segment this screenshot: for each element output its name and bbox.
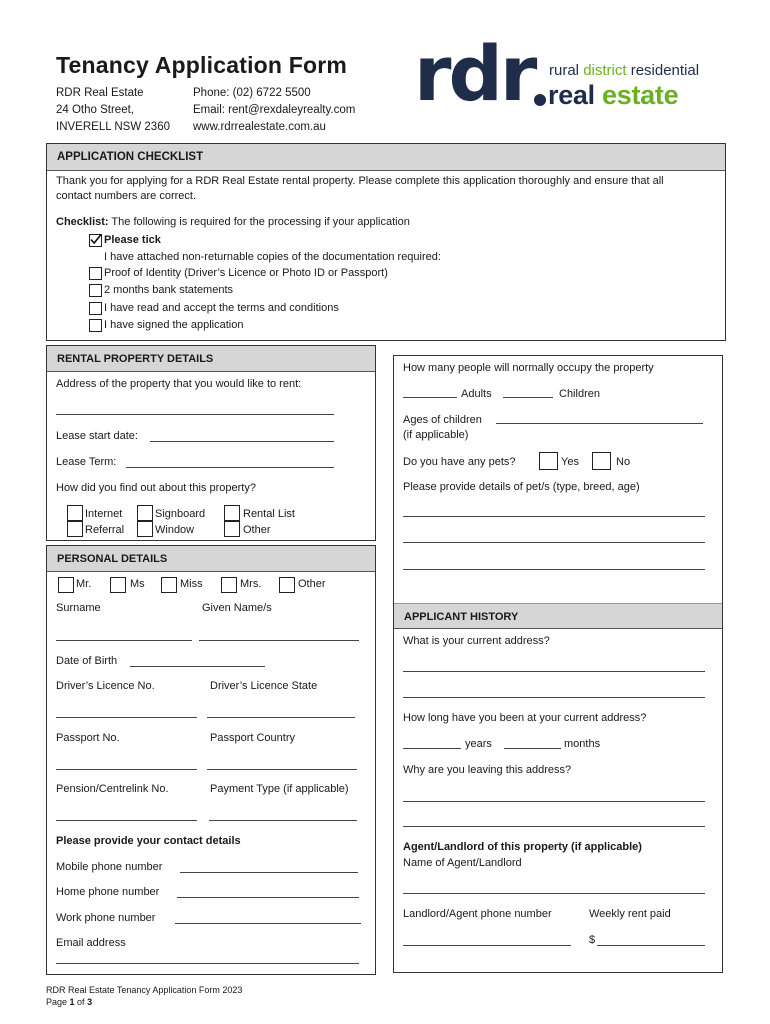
months-label: months: [564, 738, 601, 750]
email-field[interactable]: [56, 963, 359, 964]
how-long-label: How long have you been at your current address?: [403, 712, 647, 724]
source-checkbox-signboard[interactable]: [137, 505, 153, 521]
rental-address-field[interactable]: [56, 414, 334, 415]
check-mark-icon: [89, 233, 102, 246]
given-name-label: Given Name/s: [202, 602, 272, 614]
source-checkbox-referral[interactable]: [67, 521, 83, 537]
title-label-mrs: Mrs.: [240, 578, 262, 590]
source-label-signboard: Signboard: [155, 508, 206, 520]
weekly-rent-label: Weekly rent paid: [589, 908, 671, 920]
current-address-field-2[interactable]: [403, 697, 705, 698]
checklist-checkbox-terms[interactable]: [89, 302, 102, 315]
work-phone-label: Work phone number: [56, 912, 156, 924]
ages-field[interactable]: [496, 423, 703, 424]
find-out-label: How did you find out about this property?: [56, 482, 256, 494]
ages-label: Ages of children: [403, 414, 482, 426]
why-leaving-label: Why are you leaving this address?: [403, 764, 572, 776]
pets-yes-checkbox[interactable]: [539, 452, 558, 470]
agency-name: RDR Real Estate: [56, 87, 144, 99]
title-label-ms: Ms: [130, 578, 145, 590]
surname-label: Surname: [56, 602, 101, 614]
lease-term-label: Lease Term:: [56, 456, 117, 468]
title-checkbox-other[interactable]: [279, 577, 295, 593]
right-column-box: [393, 355, 723, 973]
lease-term-field[interactable]: [126, 467, 334, 468]
adults-field[interactable]: [403, 397, 457, 398]
checklist-checkbox-signed[interactable]: [89, 319, 102, 332]
agent-heading: Agent/Landlord of this property (if applicable): [403, 841, 642, 853]
ages-if-applicable: (if applicable): [403, 429, 469, 441]
pets-no-label: No: [616, 456, 631, 468]
payment-type-label: Payment Type (if applicable): [210, 783, 349, 795]
source-checkbox-window[interactable]: [137, 521, 153, 537]
dob-label: Date of Birth: [56, 655, 118, 667]
please-tick-label: Please tick: [104, 234, 161, 246]
checklist-item-identity: Proof of Identity (Driver’s Licence or Photo ID or Passport): [104, 267, 388, 279]
agent-name-label: Name of Agent/Landlord: [403, 857, 522, 869]
checklist-intro-line1: Thank you for applying for a RDR Real Estate rental property. Please complete this application thoroughly and ensure that all: [56, 175, 664, 187]
licence-state-field[interactable]: [207, 717, 355, 718]
weekly-rent-field[interactable]: [597, 945, 705, 946]
passport-country-label: Passport Country: [210, 732, 295, 744]
payment-type-field[interactable]: [209, 820, 357, 821]
home-phone-field[interactable]: [177, 897, 359, 898]
surname-field[interactable]: [56, 640, 192, 641]
checklist-intro-line2: contact numbers are correct.: [56, 190, 197, 202]
please-tick-checkbox[interactable]: [89, 234, 102, 247]
personal-heading: PERSONAL DETAILS: [47, 546, 375, 572]
checklist-item-terms: I have read and accept the terms and conditions: [104, 302, 339, 314]
source-label-window: Window: [155, 524, 195, 536]
title-label-other: Other: [298, 578, 326, 590]
years-label: years: [465, 738, 492, 750]
dob-field[interactable]: [130, 666, 265, 667]
why-leaving-field-1[interactable]: [403, 801, 705, 802]
footer-page-number: Page 1 of 3: [46, 997, 93, 1007]
page-title: Tenancy Application Form: [56, 52, 348, 78]
agency-street: 24 Otho Street,: [56, 104, 134, 116]
agent-phone-label: Landlord/Agent phone number: [403, 908, 552, 920]
source-checkbox-other[interactable]: [224, 521, 240, 537]
logo-wordmark: real estate: [548, 80, 679, 110]
source-label-rental-list: Rental List: [243, 508, 295, 520]
source-label-other: Other: [243, 524, 271, 536]
logo-dot: [534, 94, 546, 106]
adults-label: Adults: [461, 388, 492, 400]
agent-name-field[interactable]: [403, 893, 705, 894]
page-footer: [46, 984, 242, 1008]
pets-yes-label: Yes: [561, 456, 579, 468]
checklist-item-bank: 2 months bank statements: [104, 284, 234, 296]
email-label: Email address: [56, 937, 126, 949]
attached-docs-text: I have attached non-returnable copies of the documentation required:: [104, 251, 441, 263]
agency-phone: Phone: (02) 6722 5500: [193, 87, 311, 99]
agency-website: www.rdrrealestate.com.au: [193, 121, 326, 133]
pets-question: Do you have any pets?: [403, 456, 516, 468]
checklist-checkbox-identity[interactable]: [89, 267, 102, 280]
title-checkbox-ms[interactable]: [110, 577, 126, 593]
pets-no-checkbox[interactable]: [592, 452, 611, 470]
agent-phone-field[interactable]: [403, 945, 571, 946]
pet-details-label: Please provide details of pet/s (type, breed, age): [403, 481, 640, 493]
dollar-sign: $: [589, 934, 596, 946]
logo-tagline: rural district residential: [549, 62, 700, 79]
pension-label: Pension/Centrelink No.: [56, 783, 169, 795]
source-label-referral: Referral: [85, 524, 125, 536]
lease-start-label: Lease start date:: [56, 430, 138, 442]
title-label-mr: Mr.: [76, 578, 92, 590]
pet-details-field-3[interactable]: [403, 569, 705, 570]
logo-mark: rdr: [414, 29, 535, 118]
checklist-checkbox-bank[interactable]: [89, 284, 102, 297]
given-name-field[interactable]: [199, 640, 359, 641]
source-label-internet: Internet: [85, 508, 123, 520]
lease-start-field[interactable]: [150, 441, 334, 442]
checklist-heading: APPLICATION CHECKLIST: [47, 144, 725, 171]
pension-field[interactable]: [56, 820, 197, 821]
checklist-label: Checklist: The following is required for the processing if your application: [56, 216, 410, 228]
licence-state-label: Driver’s Licence State: [210, 680, 318, 692]
current-address-field-1[interactable]: [403, 671, 705, 672]
home-phone-label: Home phone number: [56, 886, 160, 898]
occupants-question: How many people will normally occupy the property: [403, 362, 654, 374]
agency-city: INVERELL NSW 2360: [56, 121, 170, 133]
passport-no-label: Passport No.: [56, 732, 120, 744]
agency-email: Email: rent@rexdaleyrealty.com: [193, 104, 356, 116]
title-label-miss: Miss: [180, 578, 203, 590]
history-heading: APPLICANT HISTORY: [394, 603, 722, 629]
current-address-label: What is your current address?: [403, 635, 550, 647]
rental-address-label: Address of the property that you would like to rent:: [56, 378, 302, 390]
contact-details-heading: Please provide your contact details: [56, 835, 241, 847]
checklist-item-signed: I have signed the application: [104, 319, 244, 331]
mobile-label: Mobile phone number: [56, 861, 163, 873]
why-leaving-field-2[interactable]: [403, 826, 705, 827]
source-checkbox-rental-list[interactable]: [224, 505, 240, 521]
children-field[interactable]: [503, 397, 553, 398]
rdr-logo: [414, 29, 724, 118]
title-checkbox-mr[interactable]: [58, 577, 74, 593]
passport-country-field[interactable]: [207, 769, 357, 770]
agency-address: [56, 85, 170, 136]
children-label: Children: [559, 388, 600, 400]
months-field[interactable]: [504, 748, 561, 749]
work-phone-field[interactable]: [175, 923, 361, 924]
pet-details-field-1[interactable]: [403, 516, 705, 517]
title-checkbox-miss[interactable]: [161, 577, 177, 593]
footer-form-name: RDR Real Estate Tenancy Application Form 2023: [46, 985, 243, 995]
licence-no-field[interactable]: [56, 717, 197, 718]
mobile-field[interactable]: [180, 872, 358, 873]
licence-no-label: Driver’s Licence No.: [56, 680, 155, 692]
pet-details-field-2[interactable]: [403, 542, 705, 543]
source-checkbox-internet[interactable]: [67, 505, 83, 521]
rental-heading: RENTAL PROPERTY DETAILS: [47, 346, 375, 372]
title-checkbox-mrs[interactable]: [221, 577, 237, 593]
years-field[interactable]: [403, 748, 461, 749]
agency-contact: [193, 85, 355, 136]
passport-no-field[interactable]: [56, 769, 197, 770]
